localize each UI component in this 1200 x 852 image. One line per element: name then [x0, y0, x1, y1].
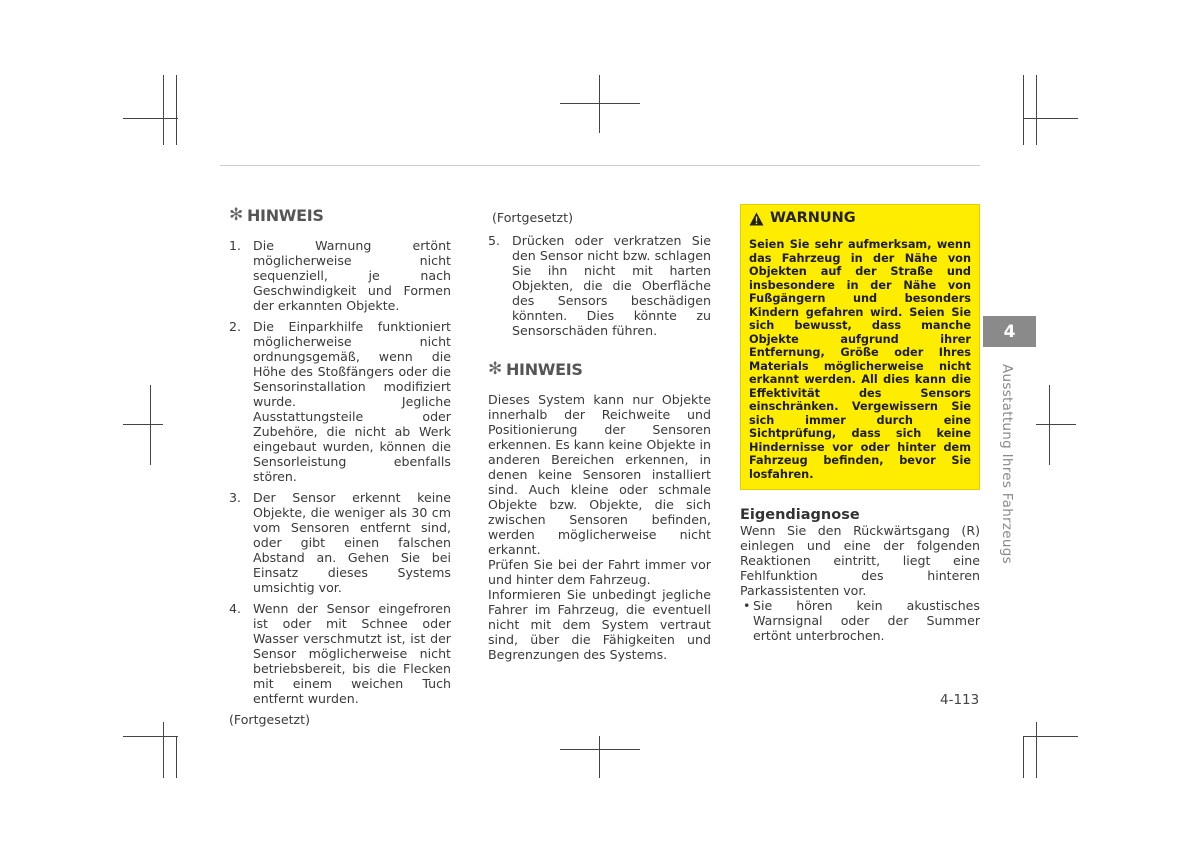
warning-title: WARNUNG — [770, 210, 856, 226]
warning-triangle-icon — [749, 212, 764, 226]
hinweis-list — [229, 238, 451, 706]
item-text: Der Sensor erkennt keine Objekte, die weniger als 30 cm vom Sensoren entfernt sind, oder gibt einen falschen Abstand an. Gehen Sie bei Einsatz dieses Systems umsichtig vor. — [253, 490, 451, 595]
crop-mark — [163, 75, 164, 145]
warning-text: Seien Sie sehr aufmerksam, wenn das Fahrzeug in der Nähe von Objekten auf der Straße und insbesondere in der Nähe von Fußgängern und besonders Kindern gefahren wird. Seien Sie sich bewusst, dass manche Objekte aufgrund ihrer Entfernung, Größe oder Ihres Materials möglicherweise nicht erkannt werden. All dies kann die Effektivität des Sensors einschränken. Vergewissern Sie sich immer durch eine Sichtprüfung, dass sich keine Hindernisse vor oder hinter dem Fahrzeug befinden, bevor Sie losfahren. — [749, 238, 971, 481]
section-paragraph: Wenn Sie den Rückwärtsgang (R) einlegen und eine der folgenden Reaktionen eintritt, liegt eine Fehlfunktion des hinteren Parkassistenten vor. — [740, 523, 980, 598]
snowflake-icon: ✻ — [229, 205, 243, 225]
crop-mark — [1023, 736, 1078, 737]
page-number: 4-113 — [940, 692, 980, 708]
crop-mark — [123, 424, 163, 425]
crop-mark — [1023, 736, 1024, 778]
crop-mark — [123, 118, 178, 119]
crop-mark — [560, 749, 640, 750]
list-item — [229, 601, 451, 706]
hinweis-title: HINWEIS — [246, 206, 324, 225]
crop-mark — [1023, 75, 1024, 145]
item-text: Die Einparkhilfe funktioniert möglicherweise nicht ordnungsgemäß, wenn die Höhe des Stoßfängers oder die Sensorinstallation modifiziert wurde. Jegliche Ausstattungsteile oder Zubehöre, die nicht ab Werk eingebaut wurden, können die Sensorleistung ebenfalls stören. — [253, 319, 451, 484]
hinweis-heading — [488, 359, 711, 379]
list-item — [229, 490, 451, 595]
item-number: 1. — [229, 238, 242, 253]
chapter-side-title — [999, 364, 1017, 564]
continued-list — [488, 233, 711, 338]
hinweis-heading — [229, 205, 451, 225]
item-number: 3. — [229, 490, 242, 505]
header-rule — [220, 165, 980, 166]
right-column — [740, 204, 980, 643]
crop-mark — [163, 722, 164, 778]
crop-mark — [176, 736, 177, 778]
warning-heading — [749, 211, 971, 226]
bullet-text: Sie hören kein akustisches Warnsignal oder der Summer ertönt unterbrochen. — [753, 598, 980, 643]
bullet-dot: • — [743, 598, 751, 613]
item-text: Drücken oder verkratzen Sie den Sensor nicht bzw. schlagen Sie ihn nicht mit harten Objekten, die die Oberfläche des Sensors beschädigen könnten. Dies könnte zu Sensorschäden führen. — [512, 233, 711, 338]
hinweis-title: HINWEIS — [505, 360, 583, 379]
crop-mark — [599, 75, 600, 133]
crop-mark — [1036, 424, 1076, 425]
crop-mark — [1049, 385, 1050, 465]
crop-mark — [560, 103, 640, 104]
crop-mark — [599, 736, 600, 778]
continued-from-label: (Fortgesetzt) — [492, 210, 573, 225]
crop-mark — [1036, 75, 1037, 145]
crop-mark — [1023, 118, 1078, 119]
list-item — [229, 319, 451, 484]
list-item — [488, 233, 711, 338]
snowflake-icon: ✻ — [488, 359, 502, 379]
crop-mark — [176, 75, 177, 145]
bullet-item — [740, 598, 980, 643]
item-number: 2. — [229, 319, 242, 334]
middle-column — [488, 210, 711, 662]
continued-label: (Fortgesetzt) — [229, 712, 310, 727]
list-item — [229, 238, 451, 313]
item-number: 4. — [229, 601, 242, 616]
item-text: Die Warnung ertönt möglicherweise nicht sequenziell, je nach Geschwindigkeit und Formen der erkannten Objekte. — [253, 238, 451, 313]
hinweis-paragraph: Informieren Sie unbedingt jegliche Fahrer im Fahrzeug, die eventuell nicht mit dem System vertraut sind, über die Fähigkeiten und Begrenzungen des Systems. — [488, 587, 711, 662]
crop-mark — [123, 736, 178, 737]
hinweis-paragraph: Dieses System kann nur Objekte innerhalb der Reichweite und Positionierung der Sensoren erkennen. Es kann keine Objekte in anderen Bereichen erkennen, in denen keine Sensoren installiert sind. Auch kleine oder schmale Objekte bzw. Objekte, die sich zwischen Sensoren befinden, werden möglicherweise nicht erkannt. — [488, 392, 711, 557]
left-column — [229, 205, 451, 727]
chapter-title: Ausstattung Ihres Fahrzeugs — [999, 364, 1015, 564]
item-text: Wenn der Sensor eingefroren ist oder mit Schnee oder Wasser verschmutzt ist, ist der Sensor möglicherweise nicht betriebsbereit, bis die Flecken mit einem weichen Tuch entfernt wurden. — [253, 601, 451, 706]
crop-mark — [1036, 722, 1037, 778]
hinweis-paragraph: Prüfen Sie bei der Fahrt immer vor und hinter dem Fahrzeug. — [488, 557, 711, 587]
section-title: Eigendiagnose — [740, 507, 860, 523]
warning-box — [740, 204, 980, 490]
crop-mark — [150, 385, 151, 465]
item-number: 5. — [488, 233, 501, 248]
chapter-tab: 4 — [983, 316, 1036, 347]
